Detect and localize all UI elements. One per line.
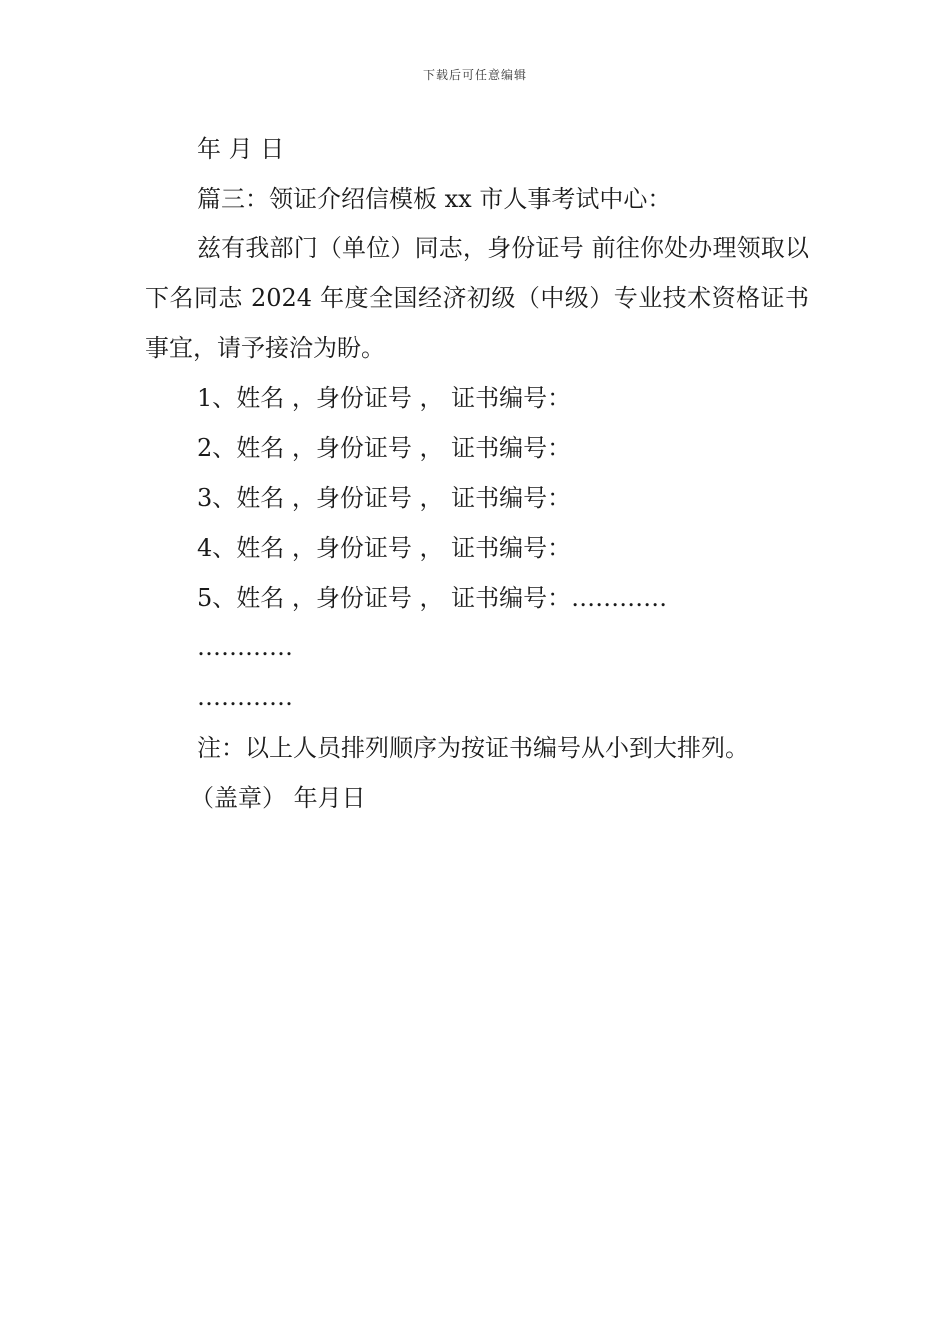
- signature-line: （盖章） 年月日: [190, 784, 366, 812]
- body-paragraph: 兹有我部门（单位）同志，身份证号 前往你处办理领取以下名同志 2024 年度全国经济初级（中级）专业技术资格证书事宜，请予接洽为盼。: [145, 234, 809, 362]
- header-note: 下载后可任意编辑: [422, 68, 527, 82]
- date-line: 年 月 日: [197, 135, 285, 163]
- ordering-note: 注：以上人员排列顺序为按证书编号从小到大排列。: [197, 734, 749, 762]
- list-item-5: 5、姓名 ，身份证号 ， 证书编号：…………: [197, 584, 668, 612]
- section-title: 篇三：领证介绍信模板 xx 市人事考试中心：: [197, 185, 672, 213]
- list-item-3: 3、姓名 ，身份证号 ， 证书编号：: [197, 484, 572, 512]
- list-item-1: 1、姓名 ，身份证号 ， 证书编号：: [197, 384, 572, 412]
- ellipsis-line-1: …………: [197, 633, 293, 661]
- ellipsis-line-2: …………: [197, 683, 293, 711]
- list-item-2: 2、姓名 ，身份证号 ， 证书编号：: [197, 434, 572, 462]
- list-item-4: 4、姓名 ，身份证号 ， 证书编号：: [197, 534, 572, 562]
